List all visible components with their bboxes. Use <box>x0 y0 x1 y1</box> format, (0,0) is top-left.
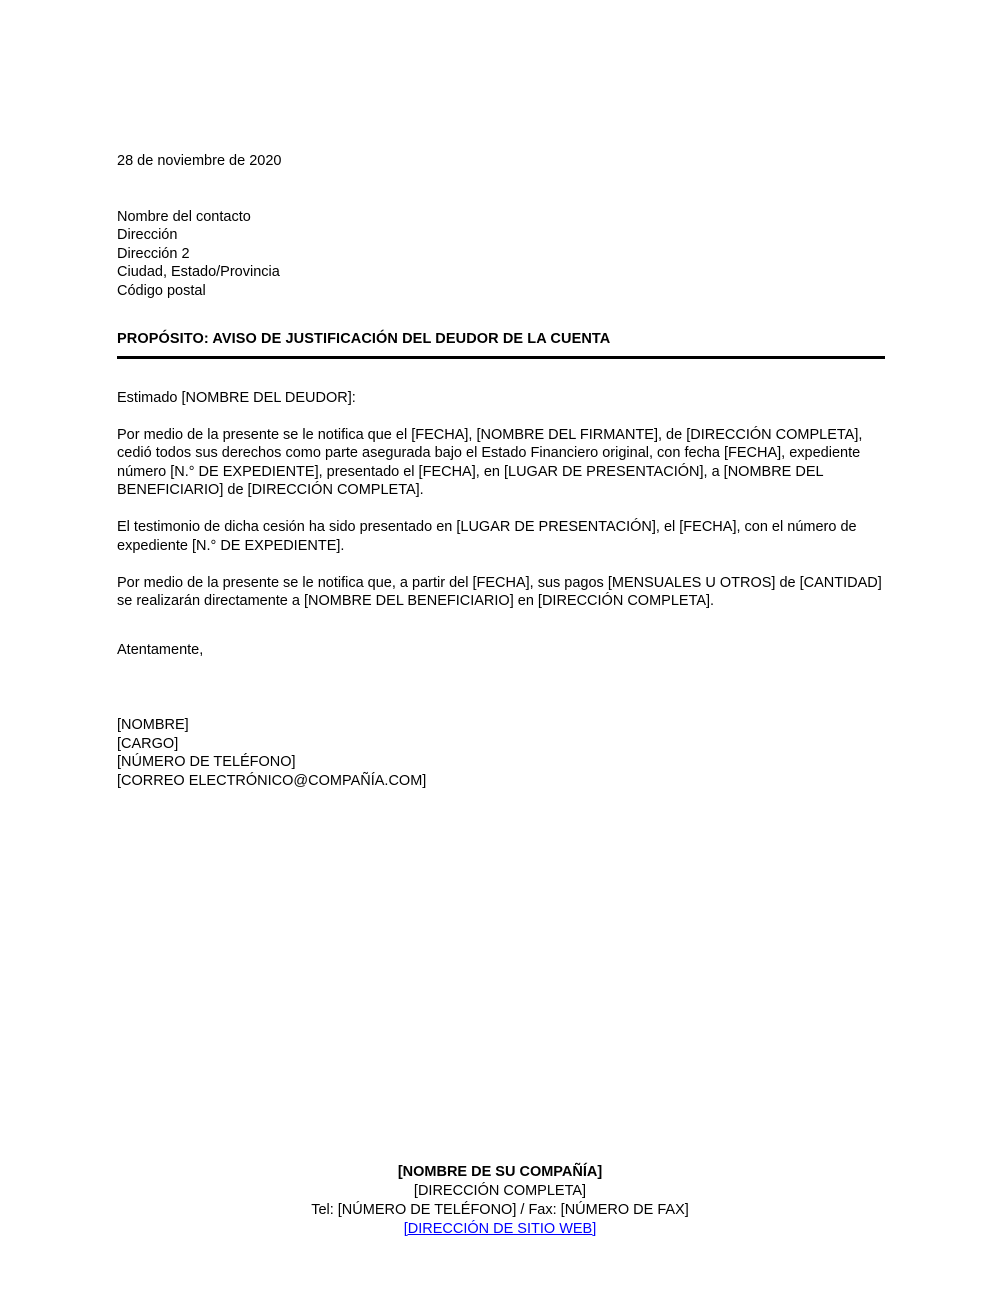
body-paragraph-1: Por medio de la presente se le notifica que el [FECHA], [NOMBRE DEL FIRMANTE], de [DIRECCIÓN COMPLETA], cedió todos sus derechos como parte asegurada bajo el Estado Financiero original, con fecha [FECHA], expediente número [N.° DE EXPEDIENTE], presentado el [FECHA], en [LUGAR DE PRESENTACIÓN], a [NOMBRE DEL BENEFICIARIO] de [DIRECCIÓN COMPLETA]. <box>117 426 863 498</box>
spacer-after-rule <box>117 359 885 389</box>
body-paragraph-2: El testimonio de dicha cesión ha sido presentado en [LUGAR DE PRESENTACIÓN], el [FECHA], con el número de expediente [N.° DE EXPEDIENTE]. <box>117 519 857 554</box>
body-paragraph-3: Por medio de la presente se le notifica que, a partir del [FECHA], sus pagos [MENSUALES U OTROS] de [CANTIDAD] se realizarán directamente a [NOMBRE DEL BENEFICIARIO] en [DIRECCIÓN COMPLETA]. <box>117 574 882 609</box>
signature-space <box>117 659 885 716</box>
address-line: Código postal <box>117 282 206 299</box>
letter-date: 28 de noviembre de 2020 <box>117 153 282 169</box>
letter-body <box>117 152 885 790</box>
spacer-after-date <box>117 171 885 208</box>
footer-address: [DIRECCIÓN COMPLETA] <box>413 1183 587 1199</box>
footer-phone-fax: Tel: [NÚMERO DE TELÉFONO] / Fax: [NÚMERO DE FAX] <box>311 1202 689 1218</box>
signature-line: [NÚMERO DE TELÉFONO] <box>117 754 296 770</box>
paragraph-gap <box>117 500 885 519</box>
spacer-before-closing <box>117 611 885 641</box>
address-line: Dirección <box>117 227 178 243</box>
footer-website-link[interactable]: [DIRECCIÓN DE SITIO WEB] <box>403 1221 597 1237</box>
signature-line: [CORREO ELECTRÓNICO@COMPAÑÍA.COM] <box>117 772 427 789</box>
footer-website-link-wrapper <box>0 1220 1000 1239</box>
address-line: Ciudad, Estado/Provincia <box>117 264 280 280</box>
spacer-before-title <box>117 300 885 330</box>
recipient-address-block <box>117 208 885 301</box>
signature-block <box>117 716 885 790</box>
paragraph-gap <box>117 407 885 426</box>
purpose-title: PROPÓSITO: AVISO DE JUSTIFICACIÓN DEL DEUDOR DE LA CUENTA <box>117 331 611 347</box>
signature-line: [NOMBRE] <box>117 717 189 733</box>
paragraph-gap <box>117 555 885 574</box>
page-footer <box>0 1163 1000 1239</box>
address-line: Dirección 2 <box>117 245 190 262</box>
signature-line: [CARGO] <box>117 735 179 752</box>
footer-company-name: [NOMBRE DE SU COMPAÑÍA] <box>397 1164 603 1180</box>
closing-salutation: Atentamente, <box>117 641 204 658</box>
address-line: Nombre del contacto <box>117 208 251 225</box>
salutation: Estimado [NOMBRE DEL DEUDOR]: <box>117 389 356 406</box>
